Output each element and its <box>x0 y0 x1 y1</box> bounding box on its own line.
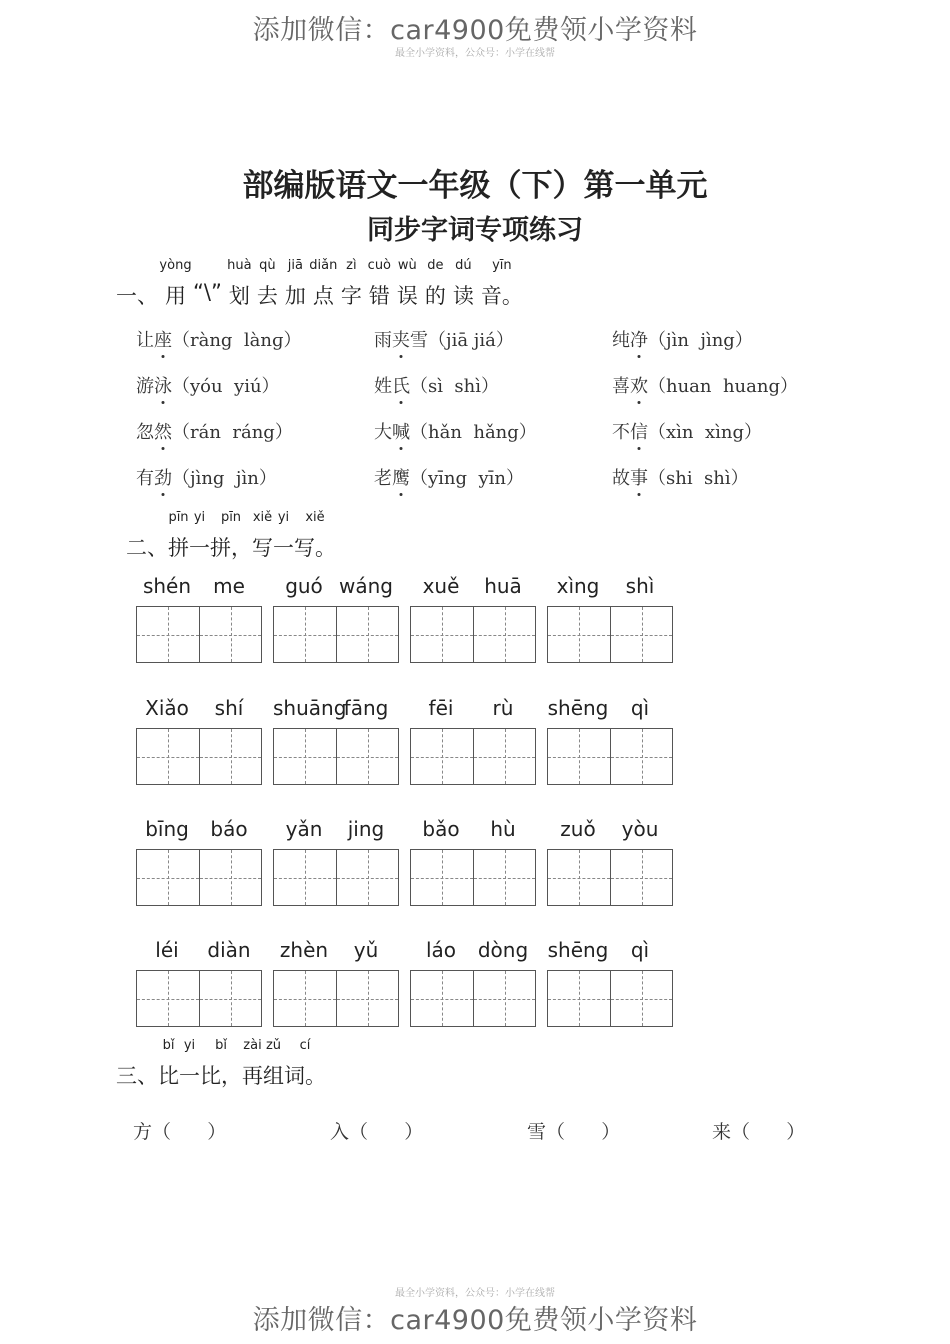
heading-pinyin: zǔ <box>265 1038 282 1053</box>
worksheet-subtitle: 同步字词专项练习 <box>367 215 583 246</box>
compare-word-item[interactable]: 雪（ ） <box>527 1121 621 1143</box>
writing-cell[interactable] <box>274 729 336 784</box>
word-pinyin: qì <box>630 696 650 720</box>
word-pinyin: shuāng <box>273 696 347 720</box>
word-pinyin: fēi <box>428 696 454 720</box>
writing-cell[interactable] <box>411 971 473 1026</box>
writing-cell[interactable] <box>473 729 535 784</box>
heading-pinyin: zì <box>346 258 357 273</box>
heading-char-text: 组 <box>263 1064 284 1088</box>
top-note: 最全小学资料，公众号：小学在线帮 <box>395 48 555 59</box>
heading-pinyin: xiě <box>305 510 325 525</box>
writing-cell[interactable] <box>610 729 672 784</box>
word-pinyin: báo <box>210 817 248 841</box>
item-char: 喜 <box>612 376 630 397</box>
heading-char-text: 用 <box>165 284 186 308</box>
pinyin-options[interactable]: （yóu yiú） <box>172 376 280 397</box>
writing-grid <box>547 728 673 785</box>
writing-cell[interactable] <box>610 607 672 662</box>
section2-heading <box>126 510 336 562</box>
word-pinyin: qì <box>630 938 650 962</box>
writing-cell[interactable] <box>548 607 610 662</box>
heading-char <box>227 258 252 310</box>
writing-cell[interactable] <box>274 607 336 662</box>
compare-word-item[interactable]: 入（ ） <box>330 1121 424 1143</box>
pinyin-options[interactable]: （rán ráng） <box>172 422 293 443</box>
dotted-char: 喊 <box>392 418 410 444</box>
heading-pinyin: yi <box>277 510 290 525</box>
dotted-char: 信 <box>630 418 648 444</box>
pinyin-options[interactable]: （jìng jìn） <box>172 468 277 489</box>
writing-grid <box>410 849 536 906</box>
heading-pinyin: cuò <box>367 258 392 273</box>
heading-char <box>480 258 523 310</box>
item-char: 忽 <box>136 422 154 443</box>
writing-grid <box>273 849 399 906</box>
bottom-note: 最全小学资料，公众号：小学在线帮 <box>395 1288 555 1299</box>
heading-char <box>396 258 418 310</box>
heading-char-text: 一 <box>179 1064 200 1088</box>
heading-char <box>367 258 392 310</box>
item-char: 不 <box>612 422 630 443</box>
word-pinyin: zhèn <box>279 938 329 962</box>
writing-cell[interactable] <box>137 729 199 784</box>
heading-char <box>159 258 192 310</box>
heading-char-text: 写。 <box>294 536 336 560</box>
heading-char-text: 加 <box>284 284 306 308</box>
word-pinyin: Xiǎo <box>145 696 189 720</box>
pinyin-options[interactable]: （yīng yīn） <box>410 468 525 489</box>
word-pinyin: me <box>213 574 245 598</box>
heading-char <box>424 258 446 310</box>
pronunciation-item <box>612 372 798 398</box>
heading-char-text: 一 <box>273 536 294 560</box>
writing-cell[interactable] <box>137 850 199 905</box>
writing-cell[interactable] <box>199 971 261 1026</box>
heading-pinyin: wù <box>397 258 417 273</box>
word-pinyin: shēng <box>547 938 609 962</box>
pinyin-options[interactable]: （ràng lànɡ） <box>172 330 302 351</box>
heading-char <box>193 280 222 310</box>
writing-grid <box>547 606 673 663</box>
word-pinyin: shí <box>214 696 244 720</box>
writing-cell[interactable] <box>548 971 610 1026</box>
writing-cell[interactable] <box>336 850 398 905</box>
heading-char <box>242 1038 263 1090</box>
dotted-char: 事 <box>630 464 648 490</box>
writing-grid <box>273 728 399 785</box>
heading-char <box>452 258 474 310</box>
heading-pinyin: diǎn <box>309 258 338 273</box>
item-char: 纯 <box>612 330 630 351</box>
heading-char-text: 写 <box>252 536 273 560</box>
heading-pinyin: zài <box>243 1038 262 1053</box>
dotted-char: 座 <box>154 326 172 352</box>
writing-cell[interactable] <box>274 850 336 905</box>
heading-char <box>116 280 158 310</box>
writing-grid <box>136 728 262 785</box>
heading-char-text: 三、 <box>116 1064 158 1088</box>
heading-char-text: 二、 <box>126 536 168 560</box>
writing-cell[interactable] <box>199 729 261 784</box>
pronunciation-item <box>612 418 762 444</box>
heading-pinyin: de <box>427 258 444 273</box>
writing-cell[interactable] <box>548 850 610 905</box>
dotted-char: 净 <box>630 326 648 352</box>
word-pinyin: yǎn <box>285 817 323 841</box>
word-pinyin: yòu <box>621 817 659 841</box>
heading-char-text: 读 <box>452 284 474 308</box>
pronunciation-item <box>374 418 537 444</box>
dotted-char: 鹰 <box>392 464 410 490</box>
item-char: 雨 <box>374 330 392 351</box>
heading-char <box>294 510 336 562</box>
heading-char <box>158 1038 179 1090</box>
writing-grid <box>410 728 536 785</box>
heading-char-text: 字 <box>340 284 362 308</box>
word-pinyin: guó <box>285 574 323 598</box>
heading-char <box>252 510 273 562</box>
heading-pinyin: qù <box>259 258 276 273</box>
heading-pinyin: pīn <box>220 510 242 525</box>
heading-pinyin: jiā <box>287 258 303 273</box>
writing-grid <box>136 606 262 663</box>
item-char: 姓 <box>374 376 392 397</box>
word-pinyin: hù <box>490 817 516 841</box>
word-pinyin: bīng <box>145 817 189 841</box>
writing-cell[interactable] <box>411 729 473 784</box>
pronunciation-item <box>374 464 524 490</box>
writing-grid <box>410 970 536 1027</box>
pinyin-options[interactable]: （sì shì） <box>410 376 500 397</box>
pronunciation-item <box>136 326 302 352</box>
heading-char <box>284 258 306 310</box>
heading-pinyin: cí <box>299 1038 311 1053</box>
word-pinyin: shēng <box>547 696 609 720</box>
writing-cell[interactable] <box>137 971 199 1026</box>
heading-char-text: 音。 <box>480 284 523 308</box>
heading-char <box>273 510 294 562</box>
writing-grid <box>547 849 673 906</box>
heading-char-text: 去 <box>256 284 278 308</box>
writing-cell[interactable] <box>610 850 672 905</box>
word-pinyin: shì <box>625 574 655 598</box>
heading-pinyin: yi <box>193 510 206 525</box>
top-banner: 添加微信：car4900免费领小学资料 <box>252 15 698 46</box>
item-char: 有 <box>136 468 154 489</box>
heading-char-text: 一 <box>189 536 210 560</box>
writing-grid <box>410 606 536 663</box>
heading-char-text: 拼， <box>210 536 252 560</box>
heading-char <box>179 1038 200 1090</box>
heading-pinyin: yòng <box>159 258 192 273</box>
dotted-char: 氏 <box>392 372 410 398</box>
dotted-char: 劲 <box>154 464 172 490</box>
writing-cell[interactable] <box>336 607 398 662</box>
heading-pinyin: dú <box>455 258 472 273</box>
item-char: 老 <box>374 468 392 489</box>
word-pinyin: xìng <box>556 574 600 598</box>
writing-grid <box>547 970 673 1027</box>
heading-char <box>256 258 278 310</box>
worksheet-title: 部编版语文一年级（下）第一单元 <box>242 168 708 204</box>
heading-char-text: 误 <box>396 284 418 308</box>
heading-char <box>168 510 189 562</box>
writing-cell[interactable] <box>199 850 261 905</box>
heading-char <box>116 1060 158 1090</box>
writing-grid <box>136 970 262 1027</box>
item-char: 游 <box>136 376 154 397</box>
heading-char <box>200 1038 242 1090</box>
word-pinyin: wáng <box>339 574 393 598</box>
heading-char <box>263 1038 284 1090</box>
word-pinyin: yǔ <box>353 938 379 962</box>
writing-cell[interactable] <box>199 607 261 662</box>
heading-char-text: 再 <box>242 1064 263 1088</box>
word-pinyin: xuě <box>422 574 460 598</box>
heading-pinyin: xiě <box>252 510 273 525</box>
pronunciation-item <box>136 464 277 490</box>
heading-char <box>284 1038 326 1090</box>
heading-pinyin: bǐ <box>215 1038 227 1053</box>
pinyin-options[interactable]: （xìn xìng） <box>648 422 762 443</box>
heading-char-text: 点 <box>312 284 334 308</box>
word-pinyin: dòng <box>477 938 529 962</box>
heading-char <box>210 510 252 562</box>
pronunciation-item <box>374 372 499 398</box>
writing-grid <box>273 606 399 663</box>
writing-cell[interactable] <box>548 729 610 784</box>
section1-heading <box>116 258 530 310</box>
word-pinyin: léi <box>155 938 179 962</box>
heading-char-text: 划 <box>228 284 250 308</box>
compare-word-item[interactable]: 方（ ） <box>133 1121 227 1143</box>
heading-char-text: “\” <box>193 280 222 304</box>
heading-char <box>340 258 362 310</box>
pronunciation-item <box>374 326 514 352</box>
pronunciation-item <box>136 372 280 398</box>
bottom-banner: 添加微信：car4900免费领小学资料 <box>252 1305 698 1336</box>
word-pinyin: huā <box>484 574 522 598</box>
heading-char-text: 一、 <box>116 284 158 308</box>
heading-pinyin: yīn <box>492 258 512 273</box>
word-pinyin: shén <box>142 574 192 598</box>
heading-pinyin: bǐ <box>162 1038 175 1053</box>
word-pinyin: diàn <box>207 938 251 962</box>
pronunciation-item <box>136 418 293 444</box>
pinyin-options[interactable]: （jiā jiá） <box>428 330 514 351</box>
writing-cell[interactable] <box>473 607 535 662</box>
writing-cell[interactable] <box>274 971 336 1026</box>
word-pinyin: fāng <box>343 696 389 720</box>
word-pinyin: láo <box>425 938 457 962</box>
word-pinyin: zuǒ <box>560 817 596 841</box>
pronunciation-item <box>612 326 753 352</box>
writing-cell[interactable] <box>336 729 398 784</box>
item-char: 大 <box>374 422 392 443</box>
heading-char-text: 拼 <box>168 536 189 560</box>
writing-cell[interactable] <box>411 607 473 662</box>
word-pinyin: rù <box>492 696 514 720</box>
pronunciation-item <box>612 464 749 490</box>
writing-cell[interactable] <box>137 607 199 662</box>
compare-word-item[interactable]: 来（ ） <box>712 1121 806 1143</box>
heading-char-text: 的 <box>424 284 446 308</box>
writing-grid <box>273 970 399 1027</box>
item-char: 雪 <box>410 330 428 351</box>
heading-pinyin: huà <box>227 258 252 273</box>
heading-pinyin: yi <box>183 1038 196 1053</box>
item-char: 让 <box>136 330 154 351</box>
section3-heading <box>116 1038 326 1090</box>
pinyin-options[interactable]: （huan huang） <box>648 376 798 397</box>
word-pinyin: bǎo <box>422 817 460 841</box>
writing-grid <box>136 849 262 906</box>
pinyin-options[interactable]: （hǎn hǎng） <box>410 422 537 443</box>
heading-pinyin: pīn <box>168 510 189 525</box>
heading-char <box>309 258 338 310</box>
heading-char-text: 错 <box>368 284 390 308</box>
heading-char-text: 词。 <box>284 1064 326 1088</box>
writing-cell[interactable] <box>610 971 672 1026</box>
writing-cell[interactable] <box>336 971 398 1026</box>
word-pinyin: jing <box>347 817 385 841</box>
dotted-char: 欢 <box>630 372 648 398</box>
dotted-char: 泳 <box>154 372 172 398</box>
dotted-char: 然 <box>154 418 172 444</box>
writing-cell[interactable] <box>411 850 473 905</box>
dotted-char: 夹 <box>392 326 410 352</box>
heading-char <box>126 532 168 562</box>
writing-cell[interactable] <box>473 850 535 905</box>
heading-char-text: 比 <box>158 1064 179 1088</box>
pinyin-options[interactable]: （jìn jìng） <box>648 330 753 351</box>
writing-cell[interactable] <box>473 971 535 1026</box>
item-char: 故 <box>612 468 630 489</box>
pinyin-options[interactable]: （shi shì） <box>648 468 749 489</box>
heading-char-text: 比， <box>200 1064 242 1088</box>
heading-char <box>189 510 210 562</box>
